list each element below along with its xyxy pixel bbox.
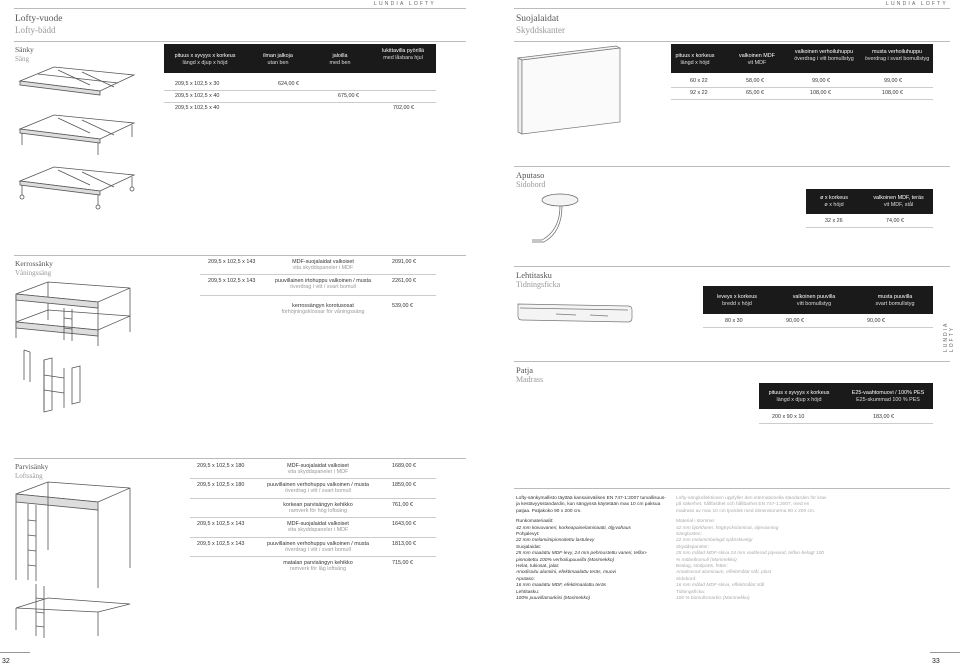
row-divider [759, 423, 933, 424]
row-divider [190, 478, 436, 479]
patja-row-dim: 200 x 90 x 10 [772, 414, 805, 420]
bed-frame-legs [20, 115, 134, 155]
suoja-col-black: musta verhoiluhuppu överdrag i svart bomullstyg [864, 49, 930, 62]
page-number-rule [930, 652, 960, 653]
section-rule [514, 266, 950, 267]
patja-col-mat: E25-vaahtomuovi / 100% PES E25-skummad 100 % PES [851, 390, 925, 403]
sv-item-label: Sängbotten: [676, 532, 702, 538]
parvi-row-dim: 209,5 x 102,5 x 180 [197, 463, 245, 469]
lehti-row-black: 90,00 € [867, 318, 885, 324]
row-divider [200, 274, 436, 275]
section-rule [14, 458, 466, 459]
suoja-row-white: 108,00 € [810, 90, 831, 96]
parvi-row-dim: 209,5 x 102,5 x 180 [197, 482, 245, 488]
sv-item-label: Tidningsficka: [676, 589, 706, 595]
suoja-row-mdf: 65,00 € [746, 90, 764, 96]
bunk-bed-illustration [14, 280, 134, 410]
aputaso-row-price: 74,00 € [886, 218, 904, 224]
row-divider [671, 87, 933, 88]
sanky-row-dim: 209,5 x 102,5 x 40 [175, 93, 220, 99]
suoja-col-mdf: valkoinen MDF vit MDF [739, 53, 775, 66]
sv-item-label: Beslag, stödparts, fötter: [676, 564, 728, 570]
parvi-row-desc: korkean parvisängyn kehikko ramverk för hög loftsäng [283, 502, 353, 514]
parvi-row-dim: 209,5 x 102,5 x 143 [197, 521, 245, 527]
fi-item-label: Pohjalevyt: [516, 532, 540, 538]
parvi-row-price: 1689,00 € [392, 463, 416, 469]
fi-item-label: Suojalaidat: [516, 544, 542, 550]
section-rule [514, 361, 950, 362]
page-title: Suojalaidat [516, 14, 559, 24]
kerros-row-dim: 209,5 x 102,5 x 143 [208, 278, 256, 284]
page-subtitle: Skyddskanter [516, 25, 565, 35]
sv-text-block [676, 496, 828, 603]
aputaso-row-dim: 32 x 26 [825, 218, 843, 224]
suoja-row-white: 99,00 € [812, 78, 830, 84]
sanky-col-wheels: lukittavilla pyörillä med låsbara hjul [382, 48, 424, 61]
sanky-col-legs: jaloilla med ben [329, 53, 351, 66]
loft-bed-illustration [14, 480, 134, 640]
row-divider [190, 537, 436, 538]
section-rule [14, 255, 466, 256]
sanky-header-bar [164, 44, 436, 73]
page-number-rule [0, 652, 30, 653]
kerros-row-price: 2091,00 € [392, 259, 416, 265]
parvi-row-price: 715,00 € [392, 560, 413, 566]
sanky-row-price: 624,00 € [278, 81, 299, 87]
aputaso-subtitle: Sidobord [516, 180, 546, 189]
fi-item-label: Helat, tukiosat, jalat: [516, 564, 560, 570]
lehti-header-bar [703, 286, 933, 314]
patja-row-price: 183,00 € [873, 414, 894, 420]
aputaso-col-dim: ø x korkeus ø x höjd [820, 195, 848, 208]
kerros-title: Kerrossänky [15, 259, 53, 268]
sv-item-value: Anodiserad aluminium, effektmålat stål, plast [676, 570, 772, 576]
kerros-row-desc: MDF-suojalaidat valkoiset vita skyddspaneler i MDF [292, 259, 354, 271]
suoja-row-mdf: 58,00 € [746, 78, 764, 84]
suoja-header-bar [671, 44, 933, 73]
sanky-row-price: 675,00 € [338, 93, 359, 99]
sv-item-value: 16 mm målad MDF-skiva, effektmålat stål [676, 583, 765, 589]
sv-intro: Lofty-sängkollektionen uppfyller den internationella standarden för krav på säkerhet, hållfasthet och hållbarhet EN 747-1:2007, med en madrass av max 10 cm tjocklek med dimensionerna 90 x 200 cm. [676, 496, 827, 514]
parvi-row-price: 761,00 € [392, 502, 413, 508]
section-rule [514, 488, 950, 489]
sanky-row-dim: 209,5 x 102,5 x 40 [175, 105, 220, 111]
suoja-col-dim: pituus x korkeus längd x höjd [675, 53, 715, 66]
bed-frame-wheels [20, 167, 134, 209]
sv-item-label: Material i stomme: [676, 519, 716, 525]
right-page [480, 0, 960, 667]
aputaso-col-mat: valkoinen MDF, teräs vit MDF, stål [873, 195, 924, 208]
fi-item-value: 22 mm melamiinipinnoitettu lastulevy [516, 538, 595, 544]
parvi-row-price: 1813,00 € [392, 541, 416, 547]
aputaso-title: Aputaso [516, 170, 545, 180]
lehti-col-black: musta puuvilla svart bomullstyg [875, 294, 915, 307]
patja-subtitle: Madrass [516, 375, 544, 384]
fi-item-value: 16 mm maalattu MDF, efektimaalattu teräs [516, 583, 607, 589]
sv-item-value: 25 mm målad MDF-skiva 24 mm vadderad plywood, teflon-belagt 100 % möbelbomull (Marimekko) [676, 551, 824, 563]
parvi-subtitle: Loftssäng [15, 472, 43, 480]
parvi-row-desc: MDF-suojalaidat valkoiset vita skyddspaneler i MDF [287, 463, 349, 475]
header-rule [514, 8, 950, 9]
parvi-row-price: 1859,00 € [392, 482, 416, 488]
sv-item-value: 22 mm melaminbelagd spånskivetgr [676, 538, 753, 544]
parvi-title: Parvisänky [15, 462, 49, 471]
fi-item-value: 100% puuvillamarkiisi (Marimekko) [516, 596, 591, 602]
row-divider [671, 99, 933, 100]
kerros-row-desc: puuvillainen irtohuppu valkoinen / musta överdrag i vitt / svart bomull [275, 278, 371, 290]
parvi-row-desc: MDF-suojalaidat valkoiset vita skyddspaneler i MDF [287, 521, 349, 533]
row-divider [190, 517, 436, 518]
suoja-row-black: 99,00 € [884, 78, 902, 84]
brand-label: LUNDIA LOFTY [886, 1, 948, 7]
vertical-brand: LUNDIA LOFTY [943, 321, 955, 352]
side-panel-illustration [516, 44, 626, 144]
sanky-row-price: 702,00 € [393, 105, 414, 111]
fi-item-label: Runkomateriaalit: [516, 519, 554, 525]
lehti-col-dim: leveys x korkeus bredd x höjd [717, 294, 757, 307]
lehti-row-white: 90,00 € [786, 318, 804, 324]
row-divider [806, 227, 933, 228]
page-title: Lofty-vuode [15, 14, 63, 24]
sanky-title: Sänky [15, 45, 34, 54]
fi-item-value: 25 mm maalattu MDF-levy, 24 mm pehmustettu vaneri, teflon-pinnoitettu 100% verhoilupuuvilla (Marimekko) [516, 551, 648, 563]
section-rule [514, 41, 950, 42]
sv-item-label: Skyddspaneler: [676, 544, 710, 550]
kerros-row-price: 539,00 € [392, 303, 413, 309]
page-number: 32 [2, 658, 10, 665]
parvi-row-price: 1643,00 € [392, 521, 416, 527]
fi-item-label: Aputaso: [516, 576, 535, 582]
sanky-col-dim: pituus x syvyys x korkeus längd x djup x höjd [174, 53, 236, 66]
suoja-row-dim: 92 x 22 [690, 90, 708, 96]
patja-col-dim: pituus x syvyys x korkeus längd x djup x höjd [768, 390, 830, 403]
lehti-subtitle: Tidningsficka [516, 280, 561, 289]
sv-item-value: 100 % bomullsmarkis (Marimekko) [676, 596, 750, 602]
magazine-pocket-illustration [516, 300, 636, 330]
suoja-row-black: 108,00 € [882, 90, 903, 96]
suoja-row-dim: 60 x 22 [690, 78, 708, 84]
bed-illustrations [18, 65, 138, 240]
fi-intro: Lofty-sänkymallisto täyttää kansainvälisen EN 747-1:2007 turvallisuus- ja kestävyysstandardin, kun sängyssä käytetään max 10 cm paksua patjaa. Patjakoko 90 x 200 cm. [516, 496, 666, 514]
fi-item-value: 42 mm koivuvaneri, korkeapainelaminaatti, öljyvahaus [516, 525, 631, 531]
row-divider [164, 102, 436, 103]
bed-frame-low [20, 67, 134, 95]
row-divider [190, 556, 436, 557]
fi-item-label: Lehtitasku: [516, 589, 540, 595]
sanky-col-nolegs: ilman jalkoja utan ben [263, 53, 293, 66]
section-rule [514, 166, 950, 167]
lehti-row-dim: 80 x 30 [725, 318, 743, 324]
parvi-row-desc: puuvillainen verhohuppu valkoinen / musta överdrag i vitt / svart bomull [267, 541, 369, 553]
parvi-row-desc: puuvillainen verhohuppu valkoinen / musta överdrag i vitt / svart bomull [267, 482, 369, 494]
fi-text-block [516, 496, 666, 603]
row-divider [164, 90, 436, 91]
kerros-subtitle: Våningssäng [15, 269, 52, 277]
fi-item-value: Anodisoitu alumiini, efektimaalattu teräs, muovi [516, 570, 616, 576]
header-rule [14, 8, 466, 9]
page-number: 33 [932, 658, 940, 665]
row-divider [703, 327, 933, 328]
parvi-row-dim: 209,5 x 102,5 x 143 [197, 541, 245, 547]
sv-item-label: Sidobord: [676, 576, 697, 582]
kerros-row-price: 2261,00 € [392, 278, 416, 284]
suoja-col-white: valkoinen verhoiluhuppu överdrag i vitt bomullstyg [794, 49, 854, 62]
kerros-row-dim: 209,5 x 102,5 x 143 [208, 259, 256, 265]
section-rule [14, 41, 466, 42]
side-table-illustration [530, 190, 580, 250]
patja-header-bar [759, 383, 933, 409]
patja-title: Patja [516, 365, 533, 375]
lehti-title: Lehtitasku [516, 270, 552, 280]
row-divider [190, 498, 436, 499]
sanky-subtitle: Säng [15, 55, 29, 63]
aputaso-header-bar [806, 189, 933, 214]
page-subtitle: Lofty-bädd [15, 25, 56, 35]
sv-item-value: 42 mm björkfaner, högtryckslaminat, oljevaxning [676, 525, 779, 531]
lehti-col-white: valkoinen puuvilla vitt bomullstyg [792, 294, 836, 307]
parvi-row-desc: matalan parvisängyn kehikko ramverk för låg loftsäng [283, 560, 353, 572]
row-divider [200, 295, 436, 296]
brand-label: LUNDIA LOFTY [374, 1, 436, 7]
sanky-row-dim: 209,5 x 102,5 x 30 [175, 81, 220, 87]
kerros-row-desc: kerrossängyn korotusosat förhöjningsklossar för våningssäng [281, 303, 365, 315]
